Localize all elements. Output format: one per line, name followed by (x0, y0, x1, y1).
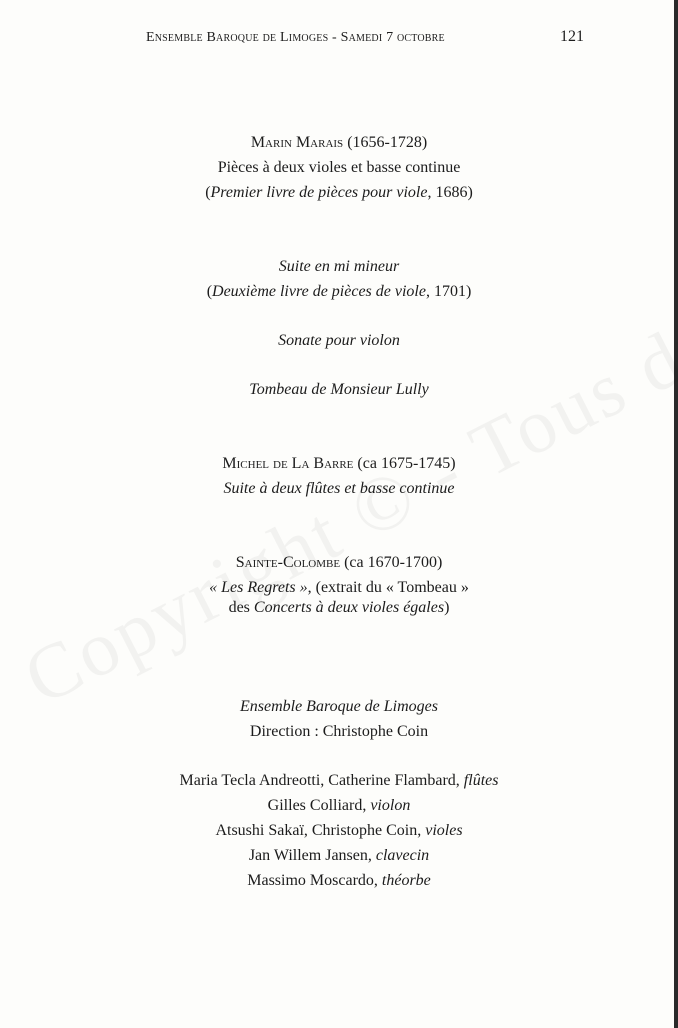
work-title: Suite à deux flûtes et basse continue (223, 480, 455, 497)
ensemble-name: Ensemble Baroque de Limoges (239, 698, 439, 715)
composer-heading-labarre (0, 454, 678, 474)
page-header (0, 28, 678, 50)
composer-heading-marais (0, 133, 678, 153)
performer-line: Maria Tecla Andreotti, Catherine Flambard, flûtes (179, 772, 499, 789)
composer-dates: (1656-1728) (343, 134, 428, 151)
work-title: Tombeau de Monsieur Lully (249, 381, 429, 398)
work-title: « Les Regrets », (extrait du « Tombeau » (209, 579, 469, 596)
copyright-watermark (10, 307, 678, 723)
composer-heading-sainte-colombe (0, 553, 678, 573)
source-title: Premier livre de pièces pour viole (210, 184, 428, 201)
performer-line: Jan Willem Jansen, clavecin (248, 847, 430, 864)
running-head: Ensemble Baroque de Limoges - Samedi 7 octobre (146, 30, 445, 45)
composer-dates: (ca 1675-1745) (353, 455, 456, 472)
ensemble-direction: Direction : Christophe Coin (249, 723, 429, 740)
work-title: Suite en mi mineur (278, 258, 400, 275)
source-title: Deuxième livre de pièces de viole (212, 283, 426, 300)
performer-line: Atsushi Sakaï, Christophe Coin, violes (215, 822, 463, 839)
performer-line: Massimo Moscardo, théorbe (247, 872, 431, 889)
work-title: Pièces à deux violes et basse continue (217, 159, 461, 176)
composer-dates: (ca 1670-1700) (340, 554, 443, 571)
page-number: 121 (560, 28, 584, 45)
work-collection: des Concerts à deux violes égales) (228, 599, 450, 616)
performer-line: Gilles Colliard, violon (267, 797, 411, 814)
composer-name: Marin Marais (250, 134, 344, 151)
work-title: Sonate pour violon (278, 332, 400, 349)
work-source: (Premier livre de pièces pour viole, 1686) (205, 184, 473, 201)
composer-name: Sainte-Colombe (235, 554, 341, 571)
work-source: (Deuxième livre de pièces de viole, 1701) (206, 283, 472, 300)
composer-name: Michel de La Barre (222, 455, 354, 472)
